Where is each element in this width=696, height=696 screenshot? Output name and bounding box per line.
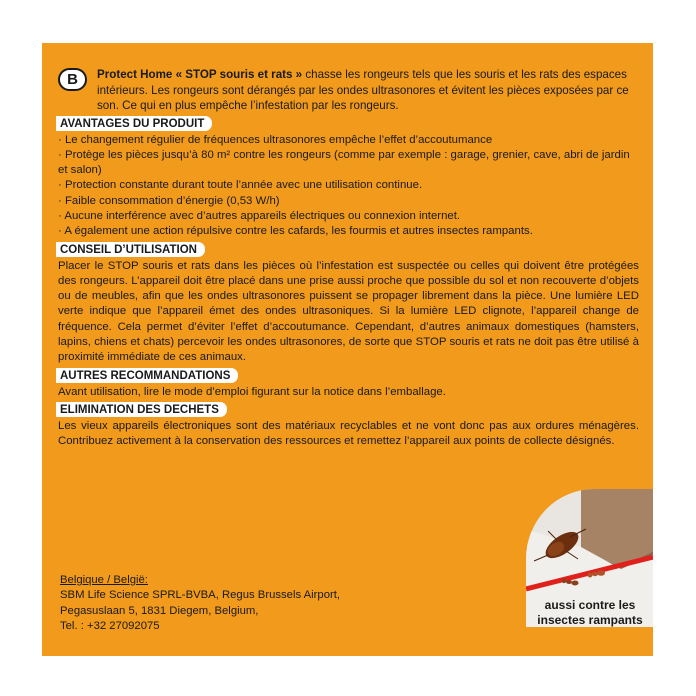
disposal-heading: ELIMINATION DES DECHETS [56,402,227,417]
advantages-list [58,133,639,240]
intro-text [97,67,639,114]
list-item: · Le changement régulier de fréquences ultrasonores empêche l’effet d’accoutumance [58,133,639,148]
list-item: · Protection constante durant toute l’année avec une utilisation continue. [58,178,639,193]
contact-address [60,573,340,634]
caption-line: aussi contre les [544,598,636,612]
disposal-text: Les vieux appareils électroniques sont des matériaux recyclables et ne vont donc pas aux ordures ménagères. Contribuez activement à la conservation des ressources et remettez l’appareil aux points de collecte désignés. [58,419,639,448]
recommendations-heading: AUTRES RECOMMANDATIONS [56,368,238,383]
contact-street: Pegasuslaan 5, 1831 Diegem, Belgium, [60,604,259,617]
usage-heading: CONSEIL D’UTILISATION [56,242,205,257]
section-badge: B [58,68,87,91]
product-info-panel [42,43,653,656]
contact-phone: Tel. : +32 27092075 [60,619,160,632]
intro [58,67,639,114]
contact-country: Belgique / België: [60,574,148,586]
brand-name: Protect Home « STOP souris et rats » [97,68,303,81]
usage-text: Placer le STOP souris et rats dans les pièces où l’infestation est suspectée ou celles qui doivent être protégées des rongeurs. L’appareil doit être placé dans une prise aussi proche que possible du sol et non recouverte d’objets ou de meubles, afin que les ondes ultrasonores puissent se propager librement dans la pièce. Une lumière LED verte indique que l’appareil émet des ondes ultrasoniques. Si la lumière LED clignote, l’appareil change de fréquence. Cela permet d’éviter l’effet d’accoutumance. Cependant, d’autres animaux domestiques (hamsters, lapins, chiens et chats) percevoir les ondes ultrasonores, de sorte que STOP souris et rats ne doit pas être utilisé à proximité immédiate de ces animaux. [58,259,639,364]
insects-caption [528,598,652,628]
list-item: · Faible consommation d’énergie (0,53 W/h) [58,194,639,209]
list-item: · Protège les pièces jusqu’à 80 m² contre les rongeurs (comme par exemple : garage, grenier, cave, abri de jardin et salon) [58,148,639,179]
list-item: · Aucune interférence avec d’autres appareils électriques ou connexion internet. [58,209,639,224]
intro-description: chasse les rongeurs tels que les souris et les rats des espaces intérieurs. Les rongeurs sont dérangés par les ondes ultrasonores et évitent les pièces exposées par ce son. Ce qui en plus empêche l’infestation par les rongeurs. [97,68,629,112]
list-item: · A également une action répulsive contre les cafards, les fourmis et autres insectes rampants. [58,224,639,239]
recommendations-text: Avant utilisation, lire le mode d’emploi figurant sur la notice dans l’emballage. [58,385,446,398]
advantages-heading: AVANTAGES DU PRODUIT [56,116,212,131]
contact-company: SBM Life Science SPRL-BVBA, Regus Brussels Airport, [60,589,341,602]
caption-line: insectes rampants [537,613,643,627]
